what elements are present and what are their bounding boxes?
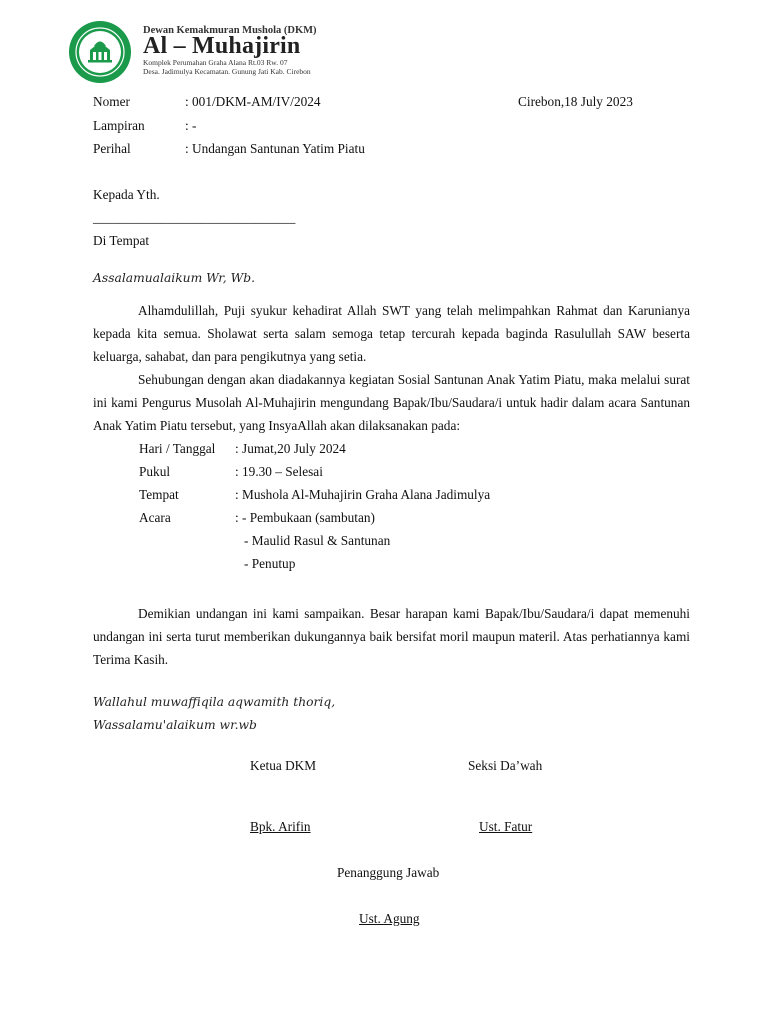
- paragraph-invitation: Sehubungan dengan akan diadakannya kegiatan Sosial Santunan Anak Yatim Piatu, maka melalui surat ini kami Pengurus Musolah Al-Muhajirin mengundang Bapak/Ibu/Saudara/i untuk hadir dalam acara Santunan Anak Yatim Piatu tersebut, yang InsyaAllah akan dilaksanakan pada:: [93, 372, 690, 433]
- dkm-logo: [68, 20, 132, 84]
- org-header-line: Dewan Kemakmuran Mushola (DKM): [143, 25, 317, 36]
- nomer-label: Nomer: [93, 94, 130, 109]
- detail-label-hari: Hari / Tanggal: [139, 441, 216, 456]
- lampiran-label: Lampiran: [93, 118, 145, 133]
- closing-line1: Wallahul muwaffiqila aqwamith thoriq,: [93, 695, 336, 709]
- perihal-value: : Undangan Santunan Yatim Piatu: [185, 141, 365, 156]
- nomer-value: : 001/DKM-AM/IV/2024: [185, 94, 321, 109]
- detail-value-pukul: : 19.30 – Selesai: [235, 464, 323, 479]
- detail-value-hari: : Jumat,20 July 2024: [235, 441, 346, 456]
- detail-value-tempat: : Mushola Al-Muhajirin Graha Alana Jadimulya: [235, 487, 491, 502]
- place-date: Cirebon,18 July 2023: [518, 94, 633, 109]
- perihal-label: Perihal: [93, 141, 131, 156]
- signature-left-title: Ketua DKM: [250, 758, 317, 773]
- detail-label-acara: Acara: [139, 510, 171, 525]
- signature-left-name: Bpk. Arifin: [250, 819, 311, 834]
- signature-right-name: Ust. Fatur: [479, 819, 533, 834]
- detail-label-tempat: Tempat: [139, 487, 179, 502]
- paragraph-closing: Demikian undangan ini kami sampaikan. Besar harapan kami Bapak/Ibu/Saudara/i dapat memenuhi undangan ini serta turut memberikan dukungannya baik bersifat moril maupun materil. Atas perhatiannya kami Terima Kasih.: [93, 606, 690, 667]
- signature-right-title: Seksi Da’wah: [468, 758, 543, 773]
- recipient-blank-line: ______________________________: [93, 210, 296, 225]
- detail-label-pukul: Pukul: [139, 464, 171, 479]
- detail-value-acara: : - Pembukaan (sambutan): [235, 510, 375, 525]
- greeting: Assalamualaikum Wr, Wb.: [93, 271, 255, 285]
- recipient-kepada: Kepada Yth.: [93, 187, 160, 202]
- acara-item-maulid: - Maulid Rasul & Santunan: [244, 533, 391, 548]
- signature-center-title: Penanggung Jawab: [337, 865, 440, 880]
- recipient-di-tempat: Di Tempat: [93, 233, 150, 248]
- paragraph-opening: Alhamdulillah, Puji syukur kehadirat Allah SWT yang telah melimpahkan Rahmat dan Karunianya kepada kita semua. Sholawat serta salam semoga tetap tercurah kepada baginda Rasulullah SAW beserta keluarga, sahabat, dan para pengikutnya yang setia.: [93, 303, 690, 364]
- acara-item-penutup: - Penutup: [244, 556, 296, 571]
- org-address-line1: Komplek Perumahan Graha Alana Rt.03 Rw. 07: [143, 58, 288, 67]
- signature-center-name: Ust. Agung: [359, 911, 420, 926]
- org-name: Al – Muhajirin: [143, 33, 301, 59]
- lampiran-value: : -: [185, 118, 197, 133]
- closing-line2: Wassalamu'alaikum wr.wb: [93, 718, 257, 732]
- org-address-line2: Desa. Jadimulya Kecamatan. Gunung Jati Kab. Cirebon: [143, 67, 311, 76]
